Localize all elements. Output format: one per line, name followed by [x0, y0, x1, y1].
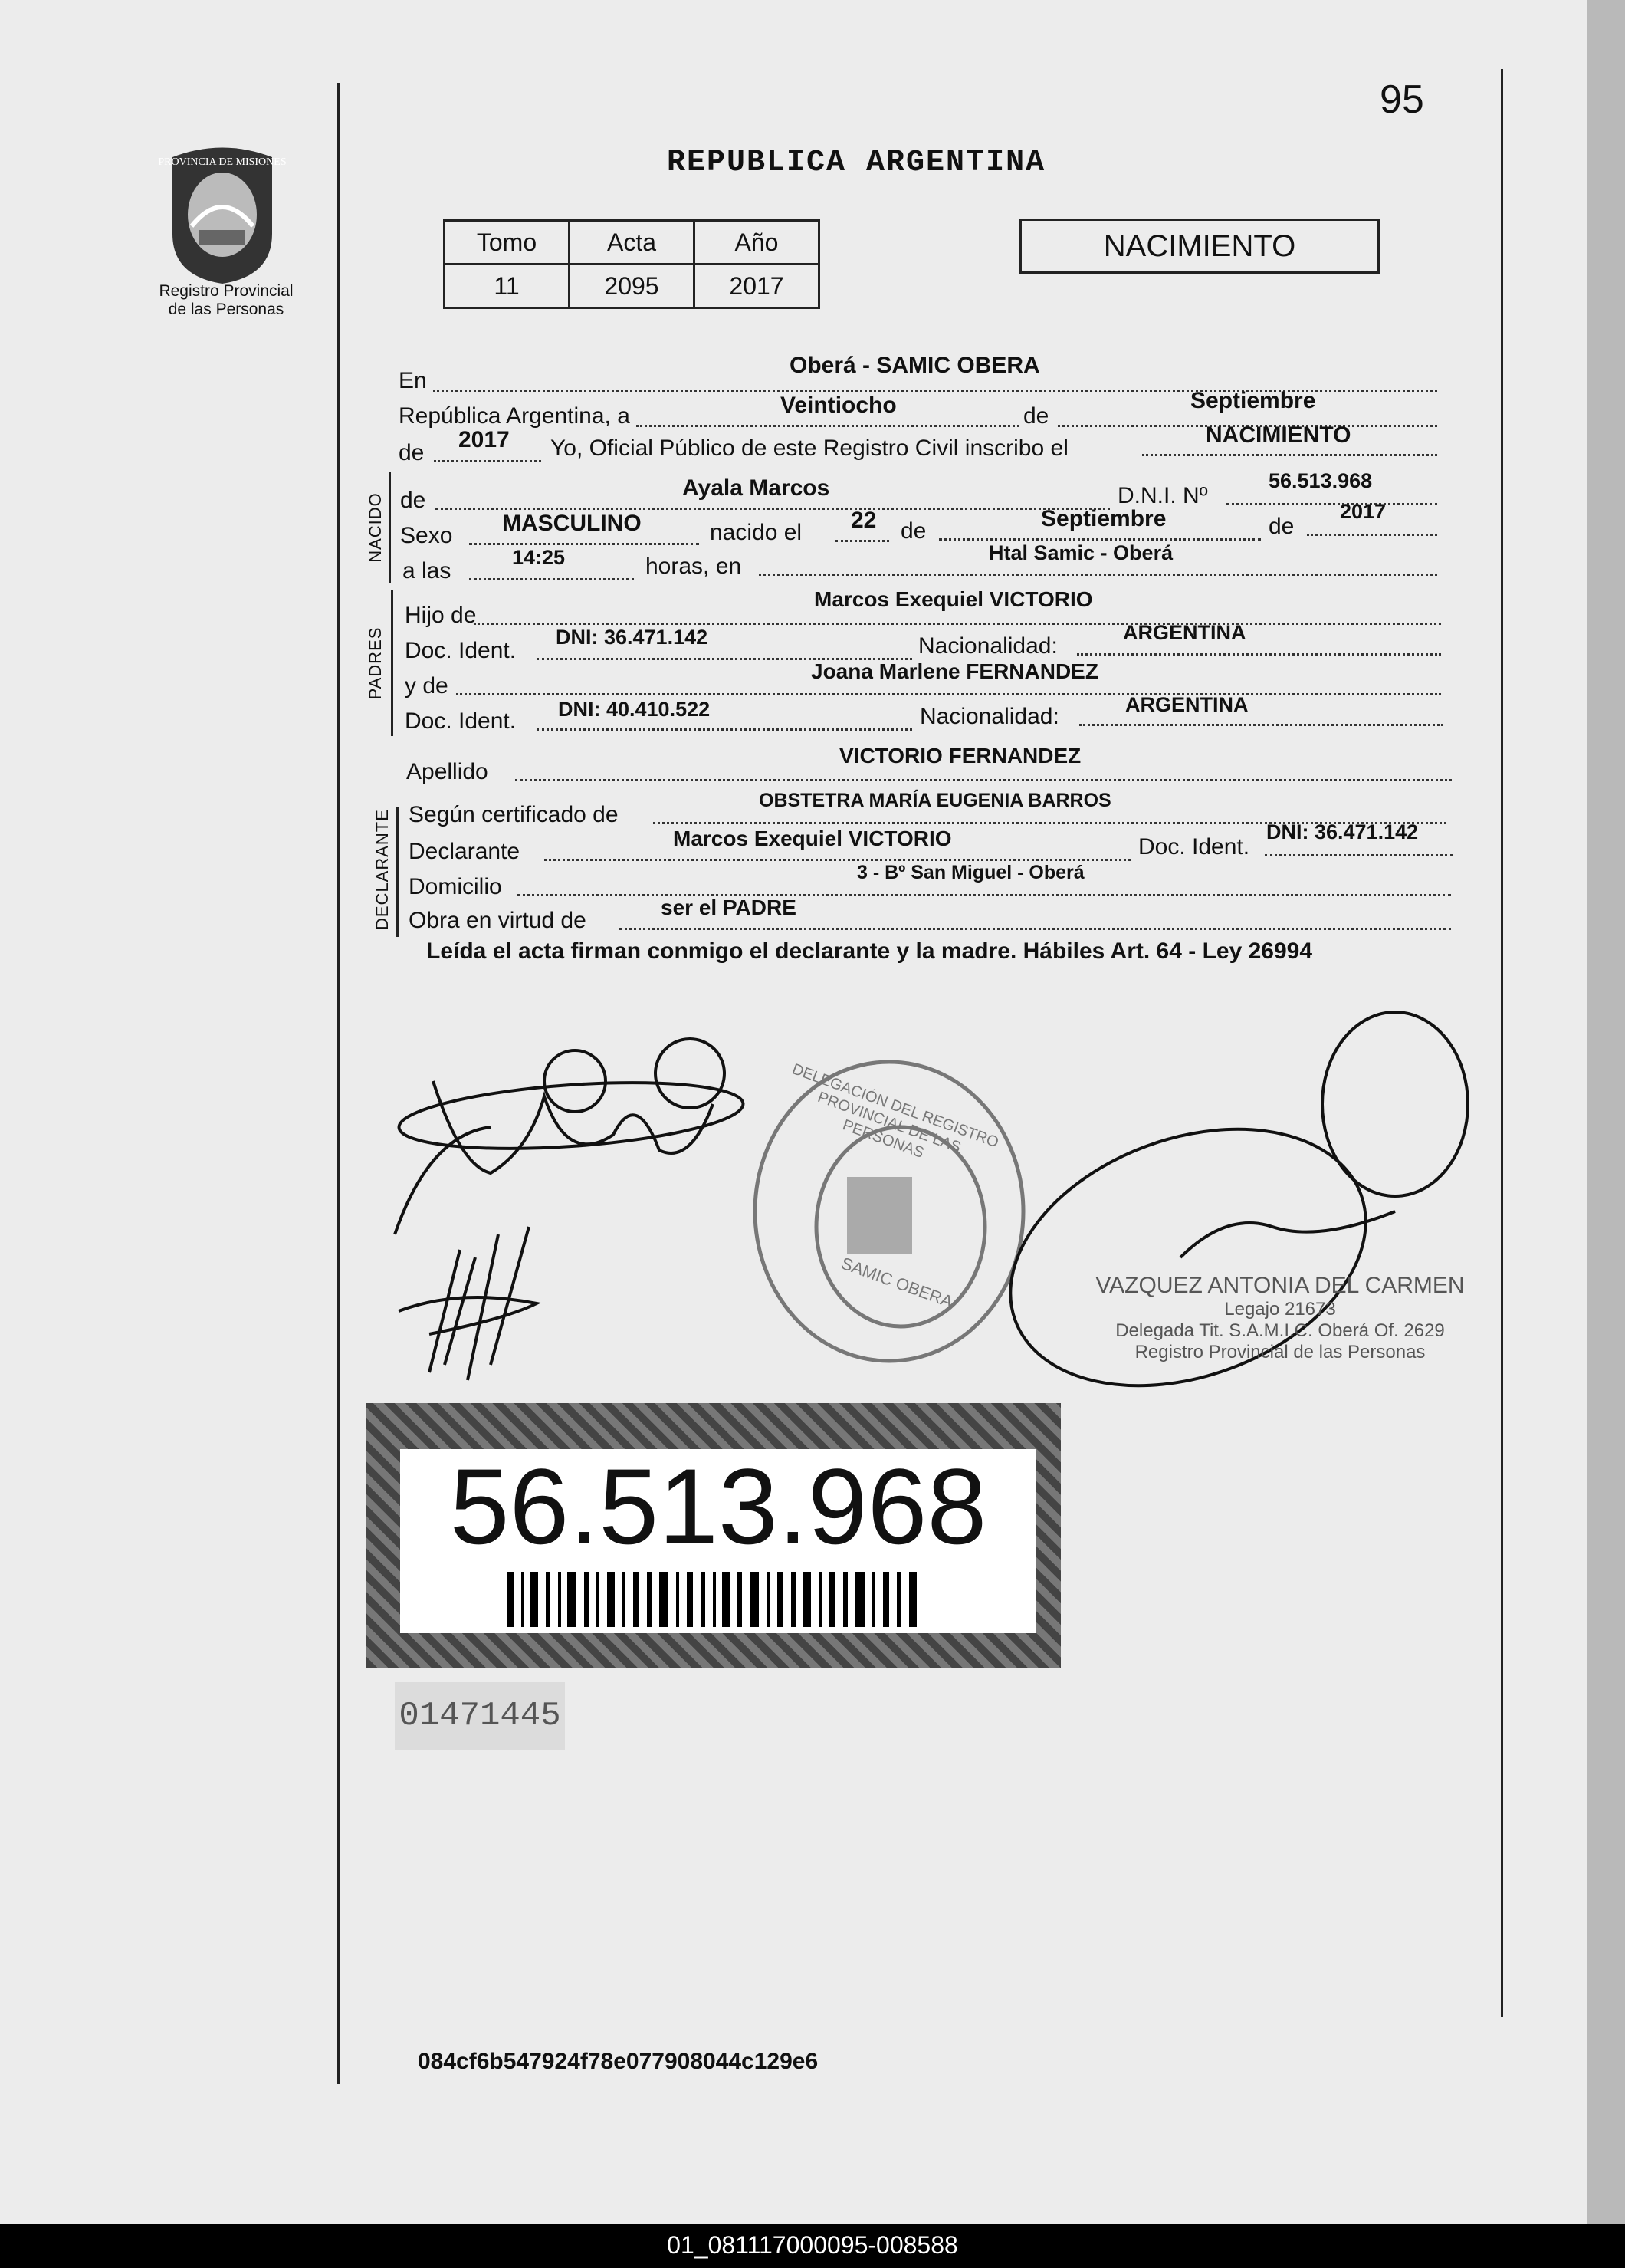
tomo-header: Tomo — [445, 221, 570, 265]
nacido-name: Ayala Marcos — [682, 475, 830, 501]
hora-label: a las — [402, 558, 451, 583]
official-signature — [974, 1012, 1468, 1432]
nacido-de-label: de — [400, 488, 426, 513]
page-number: 95 — [1380, 77, 1424, 122]
official-position: Delegada Tit. S.A.M.I.C. Oberá Of. 2629 — [1115, 1320, 1445, 1341]
anio-header: Año — [694, 221, 819, 265]
official-office: Registro Provincial de las Personas — [1134, 1342, 1426, 1362]
father-nationality: ARGENTINA — [1123, 621, 1246, 644]
decl-doc-label: Doc. Ident. — [1138, 834, 1250, 860]
mother-doc-label: Doc. Ident. — [405, 708, 517, 734]
domicilio-value: 3 - Bº San Miguel - Oberá — [857, 862, 1085, 883]
birth-hour: 14:25 — [512, 546, 566, 569]
mother-signature — [399, 1227, 537, 1380]
official-legajo: Legajo 21673 — [1224, 1299, 1336, 1320]
nacido-label: NACIDO — [366, 492, 385, 563]
sexo-label: Sexo — [400, 523, 453, 548]
birth-place: Htal Samic - Oberá — [989, 541, 1174, 564]
declarant-name: Marcos Exequiel VICTORIO — [673, 827, 952, 850]
apellido-value: VICTORIO FERNANDEZ — [839, 744, 1082, 768]
inscribo-text: Yo, Oficial Público de este Registro Civil inscribo el — [550, 436, 1069, 461]
birth-de-label: de — [901, 518, 927, 544]
father-doc: DNI: 36.471.142 — [556, 626, 708, 649]
anio-value: 2017 — [694, 265, 819, 308]
document-hash: 084cf6b547924f78e077908044c129e6 — [418, 2049, 819, 2074]
cert-value: OBSTETRA MARÍA EUGENIA BARROS — [759, 790, 1111, 811]
barcode-number: 56.513.968 — [449, 1446, 987, 1566]
decl-label: Declarante — [409, 839, 520, 864]
barcode-label — [400, 1446, 1036, 1633]
father-name: Marcos Exequiel VICTORIO — [814, 587, 1093, 611]
seal-outer-text: DELEGACIÓN DEL REGISTRO PROVINCIAL DE LAS PERSONAS — [790, 1060, 1001, 1162]
birth-day: 22 — [851, 508, 877, 533]
seal-inner-text: SAMIC OBERA — [839, 1253, 956, 1312]
en-label: En — [399, 368, 427, 393]
de2-label: de — [399, 440, 425, 465]
father-doc-label: Doc. Ident. — [405, 638, 517, 663]
act-type-box: NACIMIENTO — [1019, 219, 1380, 274]
control-number: 01471445 — [395, 1682, 565, 1750]
svg-text:PROVINCIA DE MISIONES: PROVINCIA DE MISIONES — [158, 156, 287, 168]
day-words: Veintiocho — [780, 393, 897, 418]
y-de-label: y de — [405, 673, 448, 698]
apellido-label: Apellido — [406, 759, 488, 784]
cert-label: Según certificado de — [409, 802, 619, 827]
official-stamp — [1073, 1273, 1487, 1363]
official-name: VAZQUEZ ANTONIA DEL CARMEN — [1095, 1273, 1465, 1298]
inscribo-value: NACIMIENTO — [1206, 422, 1351, 448]
republica-label: República Argentina, a — [399, 403, 630, 429]
mother-nationality: ARGENTINA — [1125, 693, 1249, 716]
mother-name: Joana Marlene FERNANDEZ — [811, 659, 1098, 683]
horas-en-label: horas, en — [645, 554, 742, 579]
de-label: de — [1023, 403, 1049, 429]
obra-label: Obra en virtud de — [409, 908, 586, 933]
barcode-bars — [507, 1572, 921, 1627]
padres-label: PADRES — [366, 626, 385, 700]
acta-value: 2095 — [570, 265, 694, 308]
document-title: REPUBLICA ARGENTINA — [667, 146, 1046, 180]
logo-caption-line1: Registro Provincial — [159, 282, 294, 300]
barcode-sticker — [366, 1403, 1061, 1668]
father-nac-label: Nacionalidad: — [918, 633, 1058, 659]
logo-caption-line2: de las Personas — [168, 301, 284, 318]
year: 2017 — [458, 427, 510, 452]
mother-nac-label: Nacionalidad: — [920, 704, 1059, 729]
nacido-el-label: nacido el — [710, 520, 803, 545]
declarant-doc: DNI: 36.471.142 — [1266, 820, 1419, 843]
obra-value: ser el PADRE — [661, 896, 796, 919]
en-value: Oberá - SAMIC OBERA — [790, 353, 1040, 378]
scan-id: 01_081117000095-008588 — [667, 2231, 958, 2259]
closing-statement: Leída el acta firman conmigo el declarante y la madre. Hábiles Art. 64 - Ley 26994 — [426, 938, 1313, 964]
birth-year: 2017 — [1340, 500, 1387, 523]
dom-label: Domicilio — [409, 874, 502, 899]
mother-doc: DNI: 40.410.522 — [558, 698, 711, 721]
hijo-de-label: Hijo de — [405, 603, 477, 628]
declarant-signature — [395, 1039, 745, 1234]
acta-header: Acta — [570, 221, 694, 265]
sexo-value: MASCULINO — [502, 511, 642, 536]
tomo-value: 11 — [445, 265, 570, 308]
nacido-dni: 56.513.968 — [1269, 469, 1373, 492]
birth-month: Septiembre — [1041, 506, 1167, 531]
scan-footer — [0, 2224, 1625, 2268]
month: Septiembre — [1190, 388, 1316, 413]
birth-de-label2: de — [1269, 514, 1295, 539]
declarante-label: DECLARANTE — [373, 809, 392, 930]
dni-label: D.N.I. Nº — [1118, 483, 1208, 508]
